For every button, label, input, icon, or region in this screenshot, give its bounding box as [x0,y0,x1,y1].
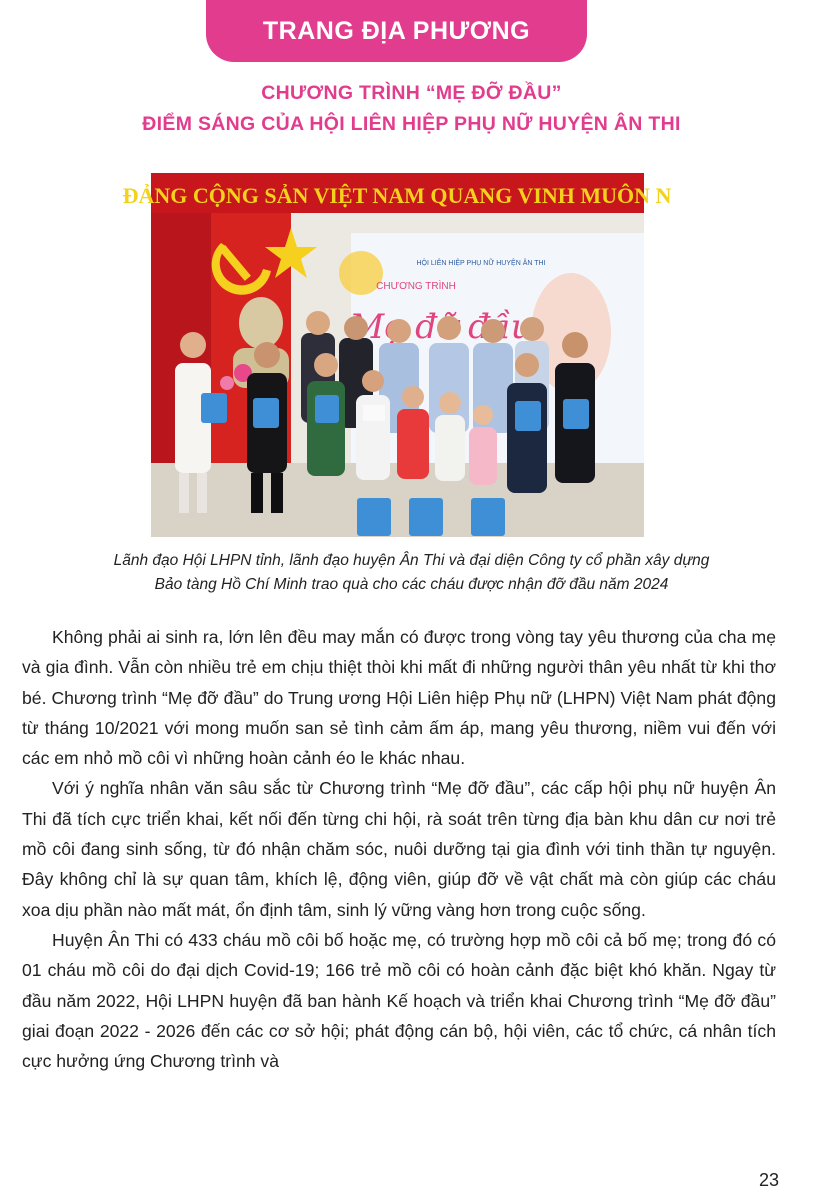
photo-caption-line-2: Bảo tàng Hồ Chí Minh trao quà cho các cháu được nhận đỡ đầu năm 2024 [154,576,669,593]
paragraph: Với ý nghĩa nhân văn sâu sắc từ Chương trình “Mẹ đỡ đầu”, các cấp hội phụ nữ huyện Ân Thi đã tích cực triển khai, kết nối đến từng chi hội, rà soát trên từng địa bàn khu dân cư nơi trẻ mồ côi đang sinh sống, từ đó nhận chăm sóc, nuôi dưỡng tại gia đình với tinh thần tự nguyện. Đây không chỉ là sự quan tâm, khích lệ, động viên, giúp đỡ về vật chất mà còn giúp các cháu xoa dịu phần nào mất mát, ổn định tâm, sinh lý vững vàng hơn trong cuộc sống. [22,778,776,920]
article-title-line-1: CHƯƠNG TRÌNH “MẸ ĐỠ ĐẦU” [261,82,562,104]
article-body [22,622,776,1076]
event-photo [122,173,672,537]
paragraph: Không phải ai sinh ra, lớn lên đều may mắn có được trong vòng tay yêu thương của cha mẹ và gia đình. Vẫn còn nhiều trẻ em chịu thiệt thòi khi mất đi những người thân yêu nhất từ khi thơ bé. Chương trình “Mẹ đỡ đầu” do Trung ương Hội Liên hiệp Phụ nữ (LHPN) Việt Nam phát động từ tháng 10/2021 với mong muốn san sẻ tình cảm ấm áp, mang yêu thương, niềm vui đến với các em nhỏ mồ côi vì những hoàn cảnh éo le khác nhau. [22,627,776,769]
photo-caption-line-1: Lãnh đạo Hội LHPN tỉnh, lãnh đạo huyện Ân Thi và đại diện Công ty cổ phần xây dựng [113,552,710,569]
svg-text:CHƯƠNG TRÌNH: CHƯƠNG TRÌNH [376,281,456,292]
section-label: TRANG ĐỊA PHƯƠNG [206,0,587,62]
article-title-line-2: ĐIỂM SÁNG CỦA HỘI LIÊN HIỆP PHỤ NỮ HUYỆN ÂN THI [142,113,681,135]
paragraph: Huyện Ân Thi có 433 cháu mồ côi bố hoặc mẹ, có trường hợp mồ côi cả bố mẹ; trong đó có 01 cháu mồ côi do đại dịch Covid-19; 166 trẻ mồ côi có hoàn cảnh đặc biệt khó khăn. Ngay từ đầu năm 2022, Hội LHPN huyện đã ban hành Kế hoạch và triển khai Chương trình “Mẹ đỡ đầu” giai đoạn 2022 - 2026 đến các cơ sở hội; phát động cán bộ, hội viên, các tổ chức, cá nhân tích cực hưởng ứng Chương trình và [22,929,776,1072]
banner-text: ĐẢNG CỘNG SẢN VIỆT NAM QUANG VINH MUÔN N [122,183,672,208]
svg-text:Mẹ đỡ đầu: Mẹ đỡ [349,307,458,347]
page-number: 23 [758,1170,779,1190]
svg-text:HỘI LIÊN HIỆP PHỤ NỮ HUYỆN ÂN: HỘI LIÊN HIỆP PHỤ NỮ HUYỆN ÂN THI [416,260,546,267]
